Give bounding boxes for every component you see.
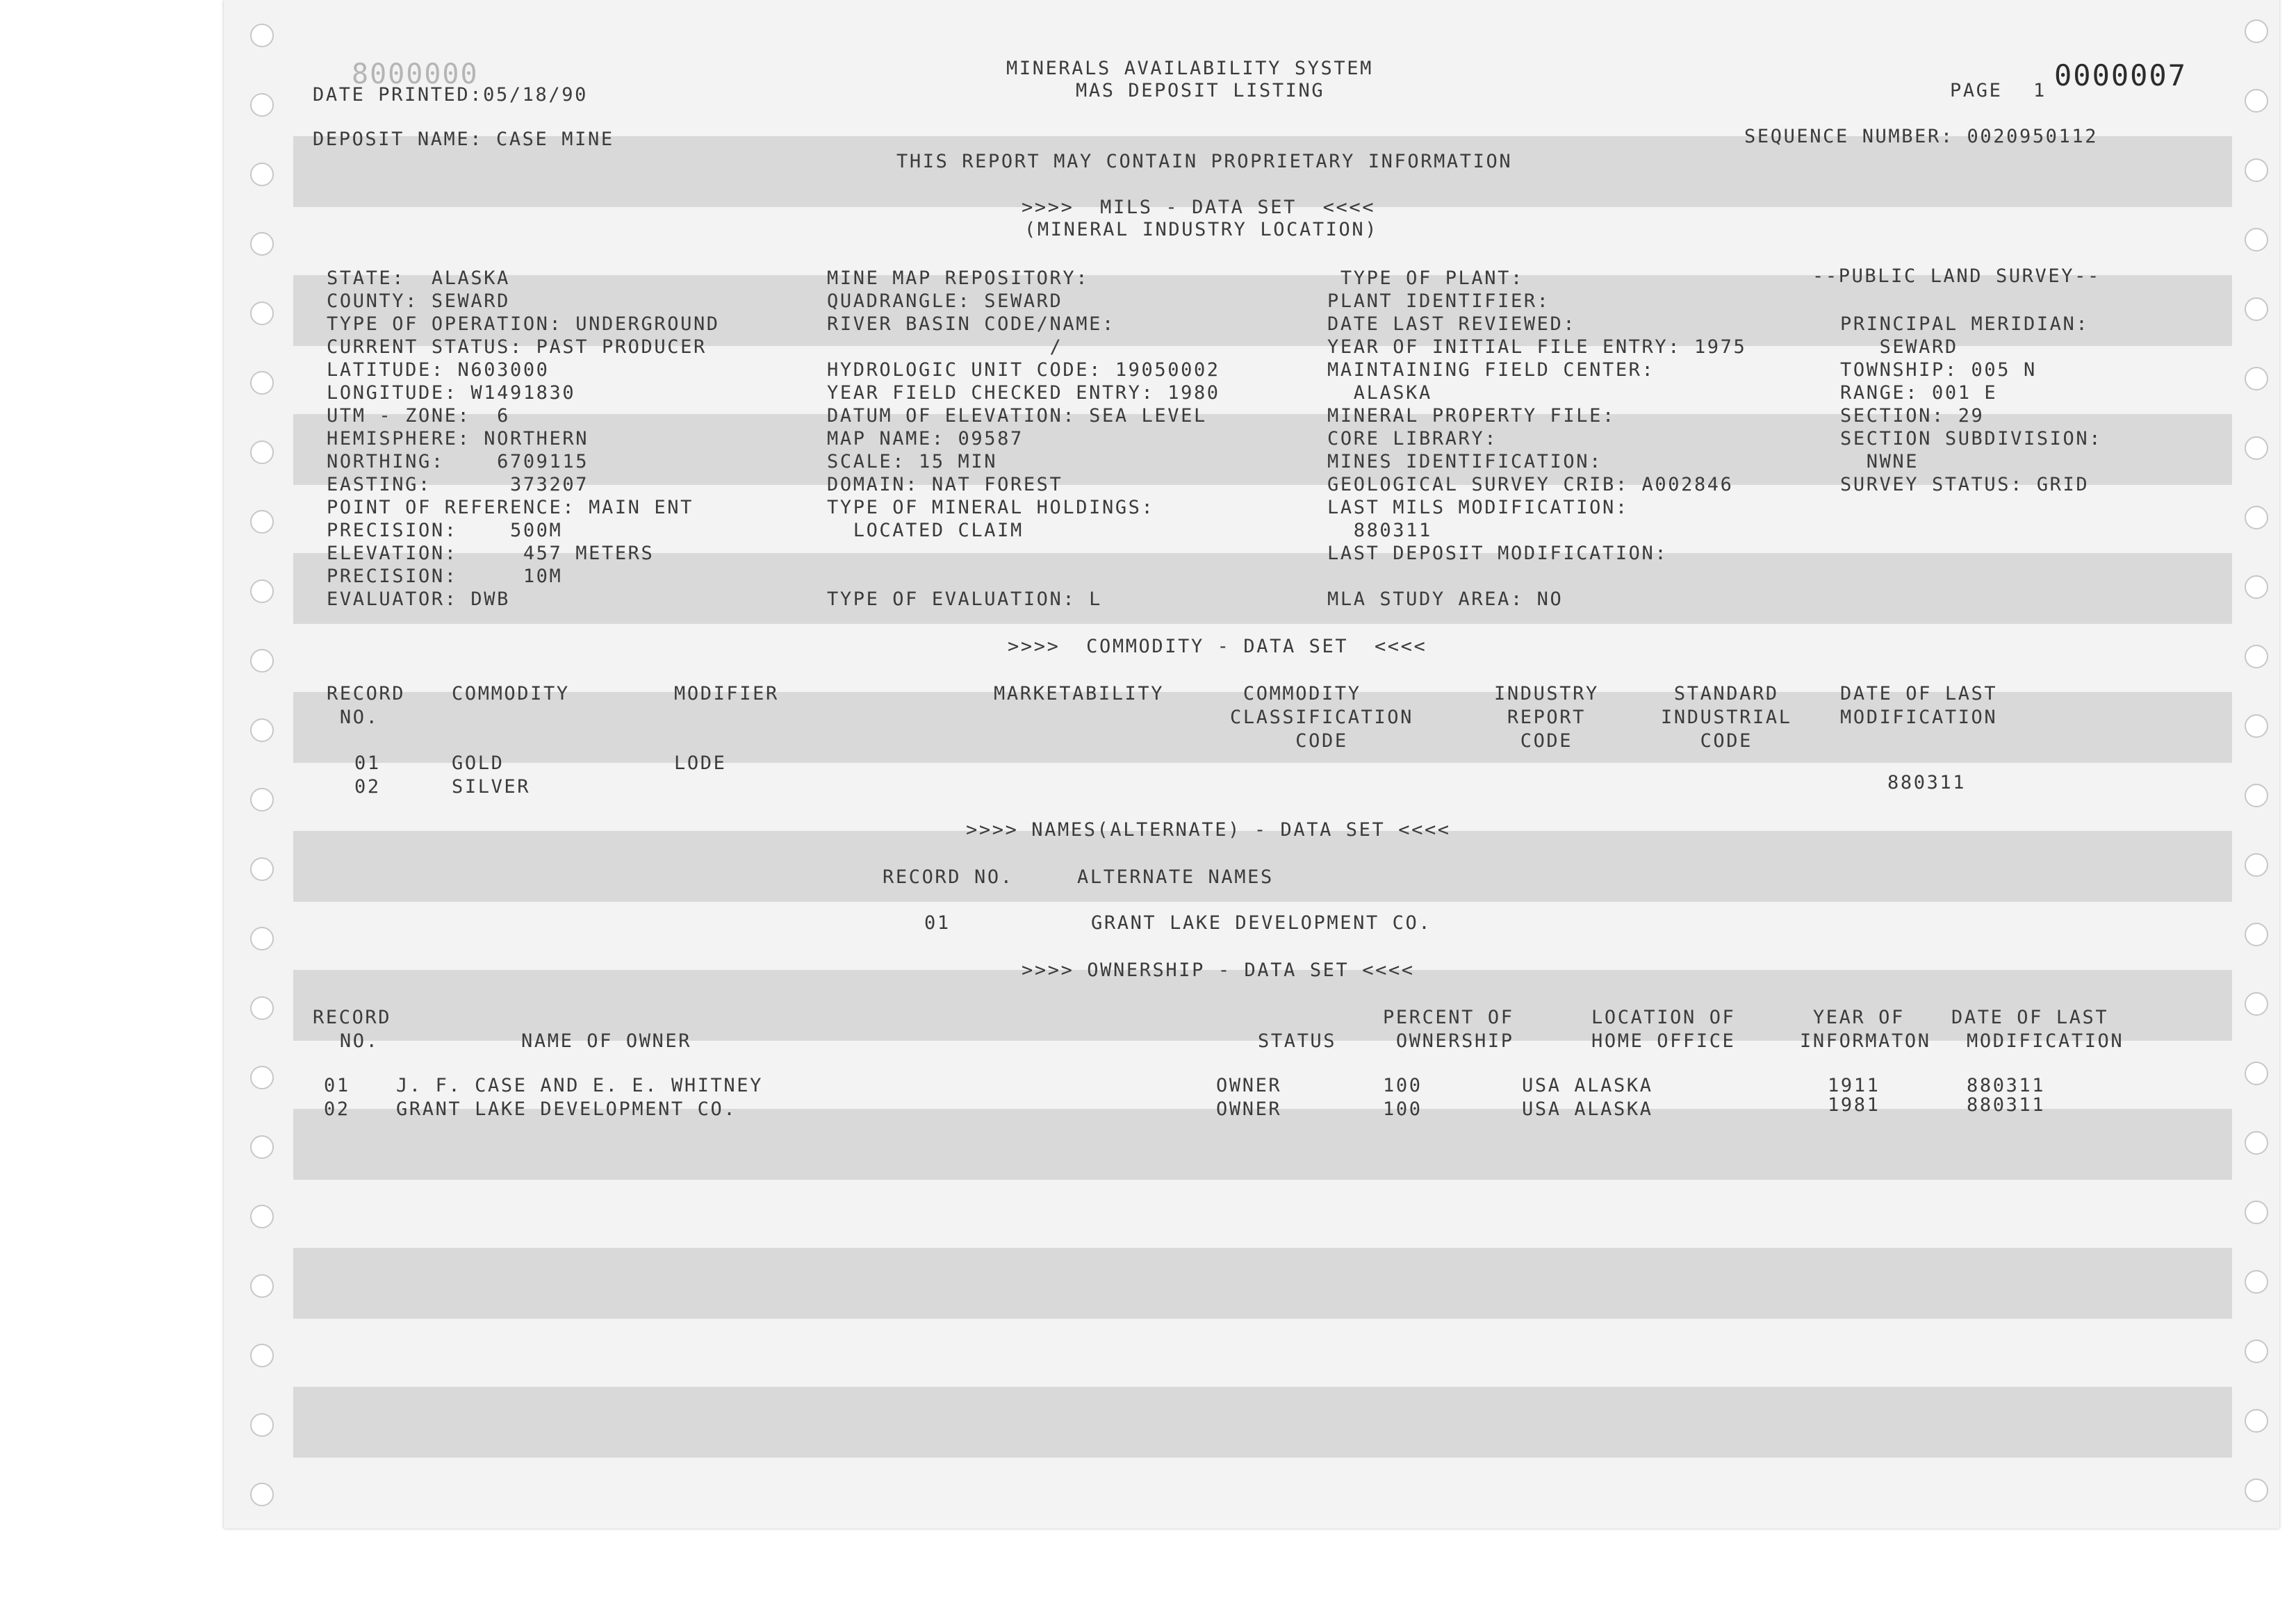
tractor-hole [2245, 1201, 2268, 1224]
mils-quadrangle: QUADRANGLE: SEWARD [827, 290, 1063, 312]
mils-precision: PRECISION: 500M [327, 520, 563, 541]
mils-holdings: TYPE OF MINERAL HOLDINGS: [827, 497, 1155, 518]
survey-section: SECTION: 29 [1840, 405, 1985, 427]
commodity-row-commodity: GOLD [452, 752, 505, 774]
ownership-header-year: YEAR OF [1800, 1007, 1905, 1028]
commodity-header-standard: STANDARD [1661, 683, 1779, 705]
page-number: 1 [2033, 80, 2047, 101]
ownership-header-location: LOCATION OF [1591, 1007, 1736, 1028]
survey-status: SURVEY STATUS: GRID [1840, 474, 2090, 495]
survey-subdivision-value: NWNE [1840, 451, 1919, 472]
ownership-header-percent: PERCENT OF [1383, 1007, 1514, 1028]
ghost-number: 8000000 [352, 58, 479, 90]
mils-mla-area: MLA STUDY AREA: NO [1327, 588, 1564, 610]
mils-river-basin: RIVER BASIN CODE/NAME: [827, 313, 1115, 335]
mils-longitude: LONGITUDE: W1491830 [327, 382, 576, 404]
tractor-hole [250, 718, 274, 742]
commodity-header-industry: INDUSTRY [1494, 683, 1599, 705]
page-stamp: 0000007 [2054, 58, 2188, 92]
tractor-hole [2245, 1062, 2268, 1085]
names-header-names: ALTERNATE NAMES [1077, 866, 1274, 888]
tractor-hole [2245, 297, 2268, 321]
tractor-hole [2245, 1131, 2268, 1155]
tractor-hole [2245, 575, 2268, 599]
mils-state: STATE: ALASKA [327, 267, 510, 289]
commodity-row-modifier: LODE [674, 752, 727, 774]
tractor-hole [2245, 992, 2268, 1016]
tractor-hole [2245, 853, 2268, 877]
commodity-header-industry: CODE [1494, 730, 1573, 752]
tractor-hole [2245, 1409, 2268, 1433]
mils-northing: NORTHING: 6709115 [327, 451, 589, 472]
mils-initial-entry: YEAR OF INITIAL FILE ENTRY: 1975 [1327, 336, 1747, 358]
commodity-header-record-no: NO. [327, 707, 379, 728]
ownership-header-record-no: NO. [327, 1030, 379, 1052]
tractor-hole [250, 302, 274, 325]
tractor-hole [2245, 1270, 2268, 1294]
tractor-hole [250, 163, 274, 186]
mils-river-basin-value: / [827, 336, 1063, 358]
mils-plant-id: PLANT IDENTIFIER: [1327, 290, 1550, 312]
tractor-hole [2245, 506, 2268, 529]
commodity-row-commodity: SILVER [452, 776, 531, 798]
mils-mines-id: MINES IDENTIFICATION: [1327, 451, 1602, 472]
commodity-header-date: MODIFICATION [1840, 707, 1998, 728]
commodity-row-no: 01 [354, 752, 381, 774]
survey-township: TOWNSHIP: 005 N [1840, 359, 2037, 381]
mils-evaluation-type: TYPE OF EVALUATION: L [827, 588, 1102, 610]
ownership-title: >>>> OWNERSHIP - DATA SET <<<< [1022, 959, 1415, 981]
tractor-hole [250, 927, 274, 950]
ownership-header-name: NAME OF OWNER [521, 1030, 692, 1052]
commodity-header-modifier: MODIFIER [674, 683, 779, 705]
mils-elev-precision: PRECISION: 10M [327, 566, 563, 587]
commodity-header-standard: INDUSTRIAL [1661, 707, 1792, 728]
mils-hydrologic-code: HYDROLOGIC UNIT CODE: 19050002 [827, 359, 1220, 381]
mils-status: CURRENT STATUS: PAST PRODUCER [327, 336, 707, 358]
tractor-hole [250, 996, 274, 1020]
tractor-hole [250, 1274, 274, 1298]
mils-latitude: LATITUDE: N603000 [327, 359, 550, 381]
survey-meridian: PRINCIPAL MERIDIAN: [1840, 313, 2090, 335]
ownership-row-date: 880311 [1967, 1094, 2046, 1116]
mils-subtitle: (MINERAL INDUSTRY LOCATION) [1024, 219, 1379, 240]
commodity-header-classification: CLASSIFICATION [1230, 707, 1413, 728]
ownership-row-name: GRANT LAKE DEVELOPMENT CO. [396, 1098, 737, 1120]
mils-utm-zone: UTM - ZONE: 6 [327, 405, 510, 427]
ownership-row-percent: 100 [1383, 1098, 1422, 1120]
mils-elevation: ELEVATION: 457 METERS [327, 543, 655, 564]
mils-evaluator: EVALUATOR: DWB [327, 588, 510, 610]
ownership-row-status: OWNER [1216, 1098, 1282, 1120]
tractor-hole [250, 232, 274, 256]
ownership-row-year: 1981 [1828, 1094, 1880, 1116]
mils-last-deposit-mod: LAST DEPOSIT MODIFICATION: [1327, 543, 1668, 564]
tractor-hole [2245, 436, 2268, 460]
deposit-name: DEPOSIT NAME: CASE MINE [313, 129, 614, 150]
ownership-row-no: 02 [324, 1098, 350, 1120]
mils-plant-type: TYPE OF PLANT: [1327, 267, 1524, 289]
tractor-hole [2245, 228, 2268, 252]
date-printed: DATE PRINTED:05/18/90 [313, 84, 588, 106]
mils-domain: DOMAIN: NAT FOREST [827, 474, 1063, 495]
names-row-name: GRANT LAKE DEVELOPMENT CO. [1091, 912, 1432, 934]
tractor-hole [250, 1413, 274, 1437]
tractor-hole [2245, 714, 2268, 738]
ownership-row-location: USA ALASKA [1522, 1098, 1653, 1120]
tractor-hole [2245, 784, 2268, 807]
survey-subdivision: SECTION SUBDIVISION: [1840, 428, 2103, 450]
tractor-hole [250, 93, 274, 117]
tractor-hole [250, 371, 274, 395]
names-title: >>>> NAMES(ALTERNATE) - DATA SET <<<< [966, 819, 1451, 841]
tractor-hole [250, 1205, 274, 1228]
ownership-header-year: INFORMATON [1800, 1030, 1931, 1052]
commodity-header-marketability: MARKETABILITY [994, 683, 1165, 705]
tractor-hole [250, 649, 274, 673]
mils-easting: EASTING: 373207 [327, 474, 589, 495]
mils-date-reviewed: DATE LAST REVIEWED: [1327, 313, 1577, 335]
listing-title: MAS DEPOSIT LISTING [1076, 80, 1325, 101]
tractor-hole [250, 24, 274, 47]
names-row-no: 01 [924, 912, 951, 934]
commodity-row-no: 02 [354, 776, 381, 798]
mils-map-repository: MINE MAP REPOSITORY: [827, 267, 1090, 289]
tractor-hole [250, 579, 274, 603]
commodity-header-commodity: COMMODITY [452, 683, 570, 705]
mils-hemisphere: HEMISPHERE: NORTHERN [327, 428, 589, 450]
mils-last-mils-mod: LAST MILS MODIFICATION: [1327, 497, 1629, 518]
tractor-hole [250, 857, 274, 881]
greenbar-stripe [293, 1248, 2232, 1319]
ownership-row-name: J. F. CASE AND E. E. WHITNEY [396, 1075, 763, 1096]
mils-reference: POINT OF REFERENCE: MAIN ENT [327, 497, 694, 518]
survey-heading: --PUBLIC LAND SURVEY-- [1812, 265, 2101, 287]
commodity-header-industry: REPORT [1494, 707, 1586, 728]
tractor-hole [250, 1344, 274, 1367]
ownership-row-date: 880311 [1967, 1075, 2046, 1096]
tractor-hole [2245, 645, 2268, 668]
tractor-hole [2245, 923, 2268, 946]
commodity-header-classification: CODE [1230, 730, 1348, 752]
mils-last-mils-mod-value: 880311 [1327, 520, 1432, 541]
system-title: MINERALS AVAILABILITY SYSTEM [1006, 58, 1373, 79]
ownership-row-percent: 100 [1383, 1075, 1422, 1096]
tractor-hole [2245, 1478, 2268, 1502]
commodity-header-record: RECORD [327, 683, 406, 705]
ownership-row-location: USA ALASKA [1522, 1075, 1653, 1096]
mils-holdings-value: LOCATED CLAIM [827, 520, 1024, 541]
ownership-header-location: HOME OFFICE [1591, 1030, 1736, 1052]
mils-scale: SCALE: 15 MIN [827, 451, 998, 472]
tractor-hole [2245, 89, 2268, 113]
mils-core-library: CORE LIBRARY: [1327, 428, 1498, 450]
ownership-header-percent: OWNERSHIP [1383, 1030, 1514, 1052]
mils-datum: DATUM OF ELEVATION: SEA LEVEL [827, 405, 1207, 427]
commodity-title: >>>> COMMODITY - DATA SET <<<< [1008, 636, 1427, 657]
tractor-hole [2245, 158, 2268, 182]
ownership-row-no: 01 [324, 1075, 350, 1096]
tractor-hole [250, 788, 274, 812]
mils-field-center-value: ALASKA [1327, 382, 1432, 404]
commodity-header-date: DATE OF LAST [1840, 683, 1998, 705]
greenbar-stripe [293, 1387, 2232, 1458]
mils-property-file: MINERAL PROPERTY FILE: [1327, 405, 1616, 427]
commodity-header-standard: CODE [1661, 730, 1753, 752]
sequence-number: SEQUENCE NUMBER: 0020950112 [1744, 126, 2099, 147]
mils-county: COUNTY: SEWARD [327, 290, 510, 312]
ownership-header-date: MODIFICATION [1967, 1030, 2124, 1052]
ownership-row-status: OWNER [1216, 1075, 1282, 1096]
tractor-hole [2245, 19, 2268, 43]
tractor-hole [250, 1135, 274, 1159]
mils-crib: GEOLOGICAL SURVEY CRIB: A002846 [1327, 474, 1734, 495]
mils-operation: TYPE OF OPERATION: UNDERGROUND [327, 313, 720, 335]
commodity-row-date: 880311 [1887, 772, 1967, 793]
names-header-record: RECORD NO. [883, 866, 1014, 888]
ownership-header-status: STATUS [1258, 1030, 1337, 1052]
proprietary-notice: THIS REPORT MAY CONTAIN PROPRIETARY INFORMATION [896, 151, 1513, 172]
mils-map-name: MAP NAME: 09587 [827, 428, 1024, 450]
commodity-header-classification: COMMODITY [1230, 683, 1361, 705]
survey-meridian-value: SEWARD [1840, 336, 1958, 358]
tractor-hole [250, 440, 274, 464]
tractor-hole [250, 510, 274, 534]
survey-range: RANGE: 001 E [1840, 382, 1998, 404]
tractor-hole [250, 1066, 274, 1089]
page-label: PAGE [1950, 80, 2003, 101]
tractor-hole [250, 1483, 274, 1506]
tractor-hole [2245, 367, 2268, 390]
tractor-hole [2245, 1340, 2268, 1363]
mils-year-checked: YEAR FIELD CHECKED ENTRY: 1980 [827, 382, 1220, 404]
ownership-header-date: DATE OF LAST [1951, 1007, 2109, 1028]
mils-title: >>>> MILS - DATA SET <<<< [1022, 197, 1376, 218]
ownership-row-year: 1911 [1828, 1075, 1880, 1096]
mils-field-center: MAINTAINING FIELD CENTER: [1327, 359, 1655, 381]
ownership-header-record: RECORD [313, 1007, 392, 1028]
